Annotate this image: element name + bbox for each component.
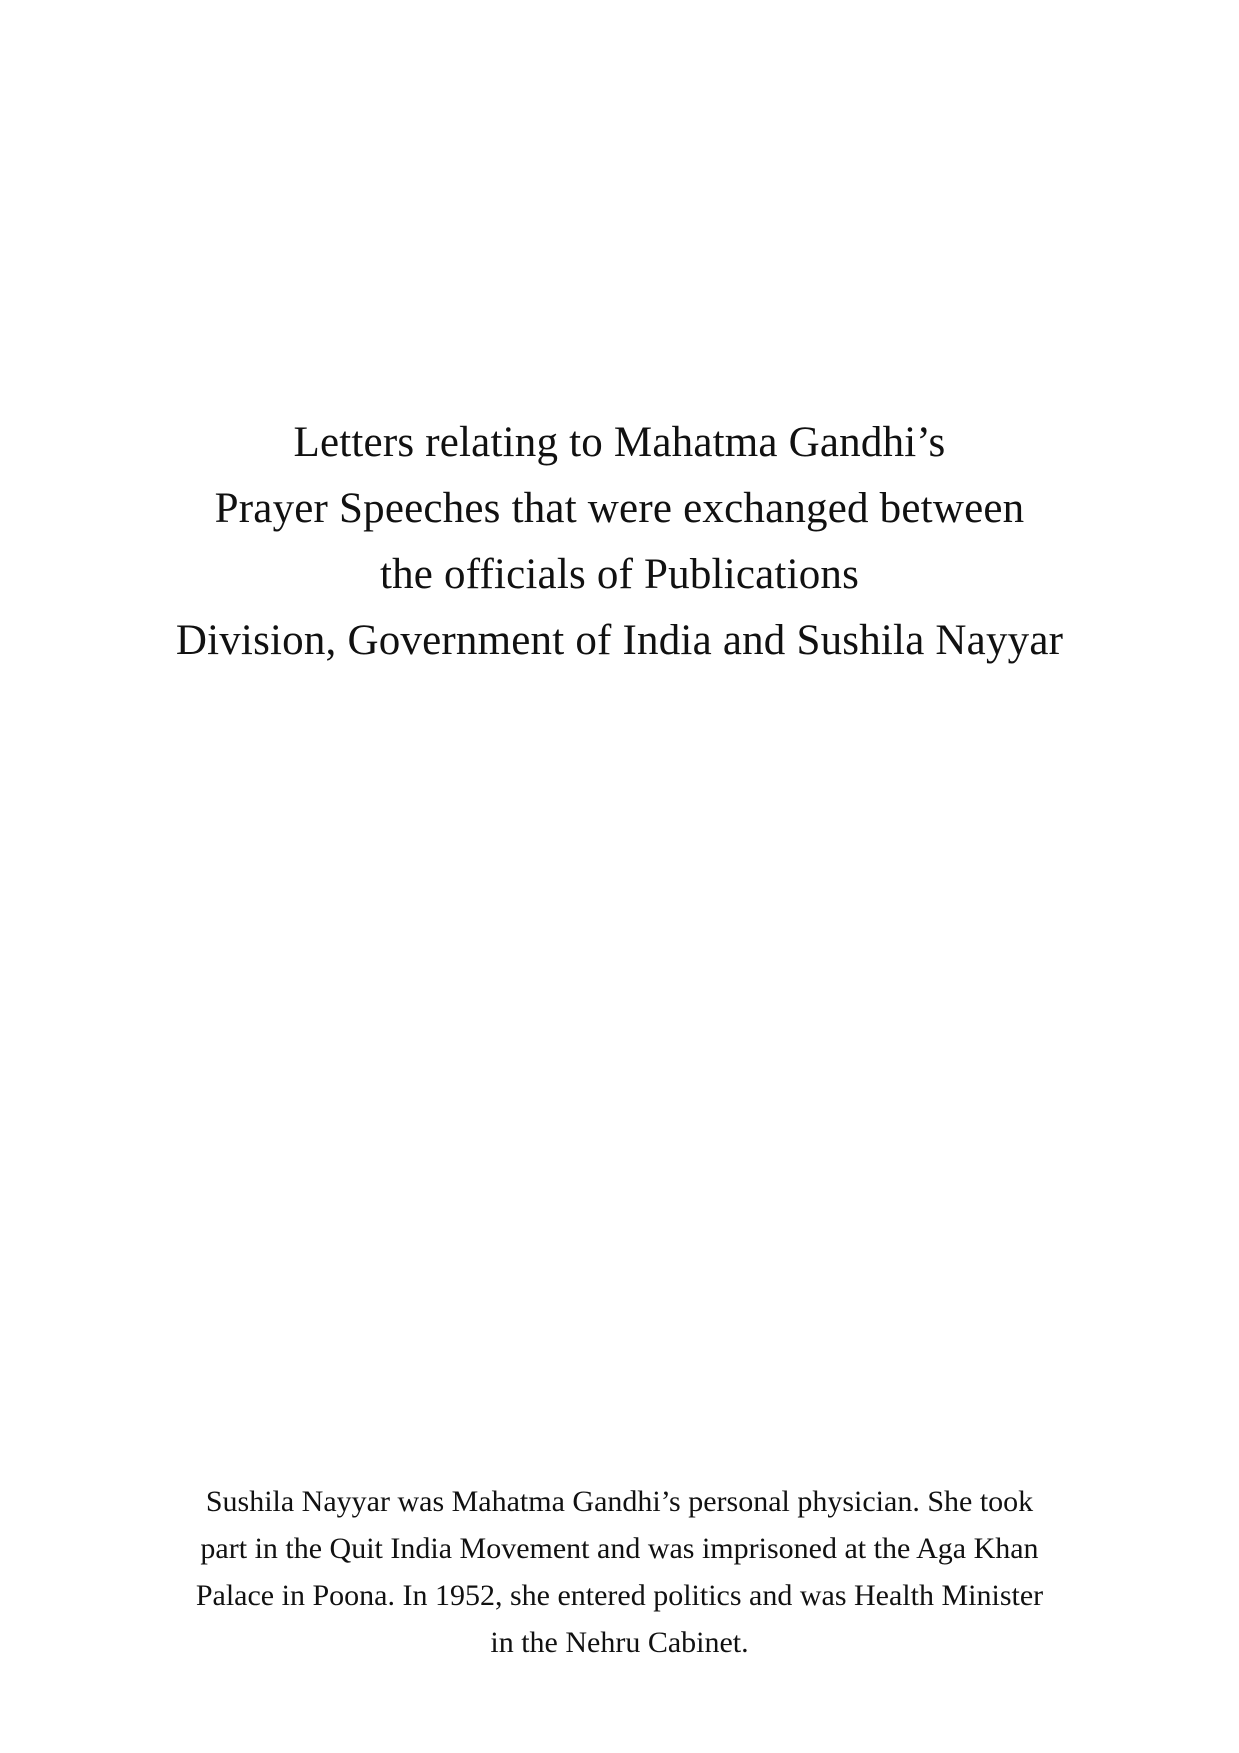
title-line-4: Division, Government of India and Sushila Nayyar: [175, 617, 1064, 664]
note-line-3: Palace in Poona. In 1952, she entered politics and was Health Minister: [195, 1579, 1044, 1612]
page-title: [0, 410, 1239, 674]
title-line-3: the officials of Publications: [379, 551, 860, 598]
title-line-2: Prayer Speeches that were exchanged between: [214, 485, 1025, 532]
biographical-note: [0, 1478, 1239, 1666]
note-line-1: Sushila Nayyar was Mahatma Gandhi’s personal physician. She took: [205, 1485, 1034, 1518]
note-line-2: part in the Quit India Movement and was imprisoned at the Aga Khan: [200, 1532, 1039, 1565]
title-line-1: Letters relating to Mahatma Gandhi’s: [293, 419, 946, 466]
note-line-4: in the Nehru Cabinet.: [490, 1626, 749, 1659]
